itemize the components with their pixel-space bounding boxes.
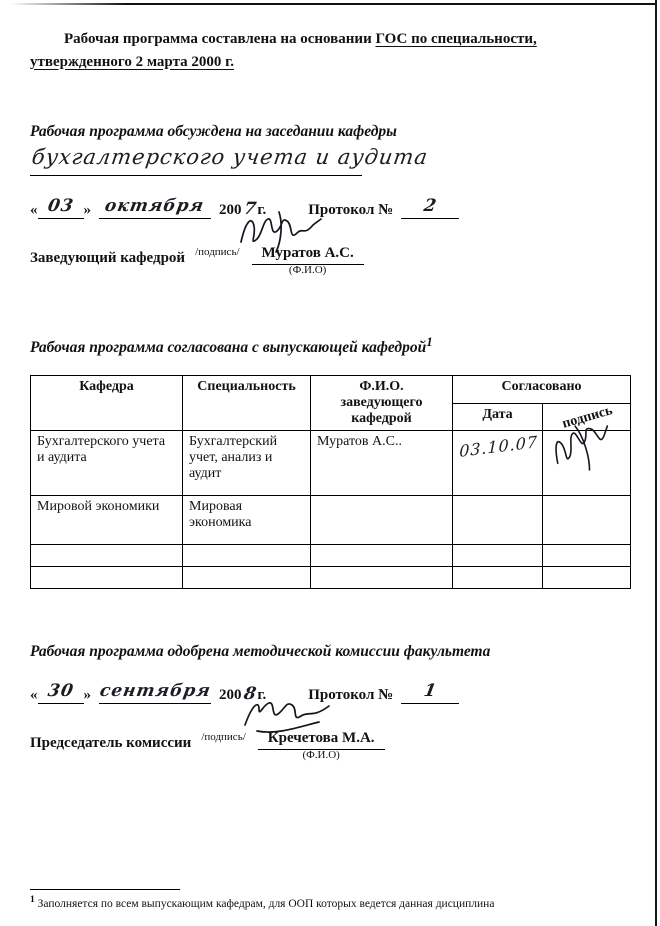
- protocol-label: Протокол №: [308, 687, 394, 704]
- cell-department: Бухгалтерского учета и аудита: [31, 431, 183, 496]
- discussed-protocol-date-line: [30, 196, 630, 226]
- footnote-text-line: [30, 894, 630, 910]
- cell-signature: [543, 567, 631, 589]
- head-name: Муратов А.С.: [252, 239, 364, 265]
- table-row: [31, 496, 631, 545]
- scan-edge-top: [10, 3, 657, 5]
- commission-chair-line: [30, 729, 630, 761]
- open-quote: «: [30, 687, 38, 704]
- cell-specialty: [183, 567, 311, 589]
- table-header-signature-text: подпись: [560, 402, 615, 432]
- table-row: [31, 431, 631, 496]
- section-agreed-heading: [30, 334, 630, 357]
- head-of-department-label: Заведующий кафедрой: [30, 250, 186, 266]
- cell-date: [453, 567, 543, 589]
- section-approved-heading: Рабочая программа одобрена методической комиссии факультета: [30, 643, 491, 661]
- year-suffix: г.: [257, 687, 267, 704]
- cell-specialty: Мировая экономика: [183, 496, 311, 545]
- year-suffix: г.: [257, 202, 267, 218]
- protocol-label: Протокол №: [308, 202, 394, 218]
- month-handwritten: октября: [103, 196, 207, 216]
- scan-edge-right: [655, 0, 657, 926]
- signature-caption: /подпись/: [195, 246, 240, 258]
- department-handwritten-line: [30, 145, 630, 176]
- cell-date: [453, 431, 543, 496]
- krechetova-signature-icon: [239, 695, 335, 739]
- intro-gos-reference-line1: ГОС по специальности,: [375, 31, 537, 47]
- cell-fio: [311, 545, 453, 567]
- close-quote: »: [83, 202, 91, 218]
- agreement-table: [30, 375, 631, 589]
- day-handwritten: 03: [45, 196, 76, 216]
- intro-paragraph: [30, 28, 630, 73]
- table-header-agreed: Согласовано: [453, 376, 631, 404]
- open-quote: «: [30, 202, 38, 218]
- month-underline: [99, 681, 211, 704]
- cell-department: [31, 567, 183, 589]
- cell-fio: [311, 496, 453, 545]
- year-prefix: 200: [219, 687, 242, 704]
- cell-date: [453, 545, 543, 567]
- year-digit-handwritten: 8: [241, 684, 258, 705]
- day-underline: [38, 681, 84, 704]
- signature-block: [195, 244, 239, 258]
- footnote-rule: [30, 889, 180, 890]
- cell-signature: [543, 496, 631, 545]
- cell-signature: [543, 545, 631, 567]
- commission-chair-label: Председатель комиссии: [30, 735, 192, 752]
- table-header-specialty: Специальность: [183, 376, 311, 431]
- table-header-date: Дата: [453, 403, 543, 431]
- cell-department: [31, 545, 183, 567]
- protocol-number-handwritten: 2: [422, 196, 439, 216]
- footnote-text: Заполняется по всем выпускающим кафедрам, для ООП которых ведется данная дисциплина: [37, 898, 495, 910]
- day-handwritten: 30: [45, 681, 76, 702]
- cell-fio: [311, 567, 453, 589]
- table-row: [31, 567, 631, 589]
- month-handwritten: сентября: [97, 681, 213, 702]
- section-agreed: [30, 334, 630, 589]
- section-discussed: [30, 123, 630, 276]
- cell-specialty: [183, 545, 311, 567]
- head-of-department-line: [30, 244, 630, 276]
- close-quote: »: [83, 687, 91, 704]
- fio-caption: (Ф.И.О): [288, 264, 327, 276]
- fio-caption: (Ф.И.О): [302, 749, 340, 762]
- cell-specialty: Бухгалтерский учет, анализ и аудит: [183, 431, 311, 496]
- protocol-number-handwritten: 1: [422, 681, 439, 702]
- intro-regular-text: Рабочая программа составлена на основании: [64, 31, 372, 47]
- section-approved: [30, 643, 630, 761]
- protocol-number-underline: [401, 681, 459, 704]
- month-underline: [99, 196, 211, 219]
- day-underline: [38, 196, 84, 219]
- footnote: [30, 889, 630, 910]
- department-name-handwritten: бухгалтерского учета и аудита: [30, 145, 430, 169]
- year-digit-handwritten: 7: [241, 199, 258, 219]
- cell-date: [453, 496, 543, 545]
- signature-caption: /подпись/: [201, 731, 246, 744]
- department-name-underline: [30, 145, 430, 176]
- year-prefix: 200: [219, 202, 242, 218]
- section-agreed-heading-text: Рабочая программа согласована с выпускающей кафедрой: [30, 339, 427, 357]
- footnote-reference-mark: 1: [426, 334, 433, 349]
- agreement-date-handwritten: 03.10.07: [459, 432, 539, 462]
- cell-signature: [543, 431, 631, 496]
- table-header-fio: Ф.И.О. заведующего кафедрой: [311, 376, 453, 431]
- signature-block: [201, 729, 245, 743]
- chair-name: Кречетова М.А.: [258, 724, 385, 750]
- cell-department: Мировой экономики: [31, 496, 183, 545]
- protocol-number-underline: [401, 196, 459, 219]
- table-row: [31, 545, 631, 567]
- cell-fio: Муратов А.С..: [311, 431, 453, 496]
- table-header-department: Кафедра: [31, 376, 183, 431]
- muratov-signature-icon: [233, 208, 325, 254]
- footnote-marker: 1: [30, 894, 35, 906]
- section-discussed-heading: Рабочая программа обсуждена на заседании кафедры: [30, 123, 397, 140]
- intro-gos-reference-line2: утвержденного 2 марта 2000 г.: [30, 53, 234, 70]
